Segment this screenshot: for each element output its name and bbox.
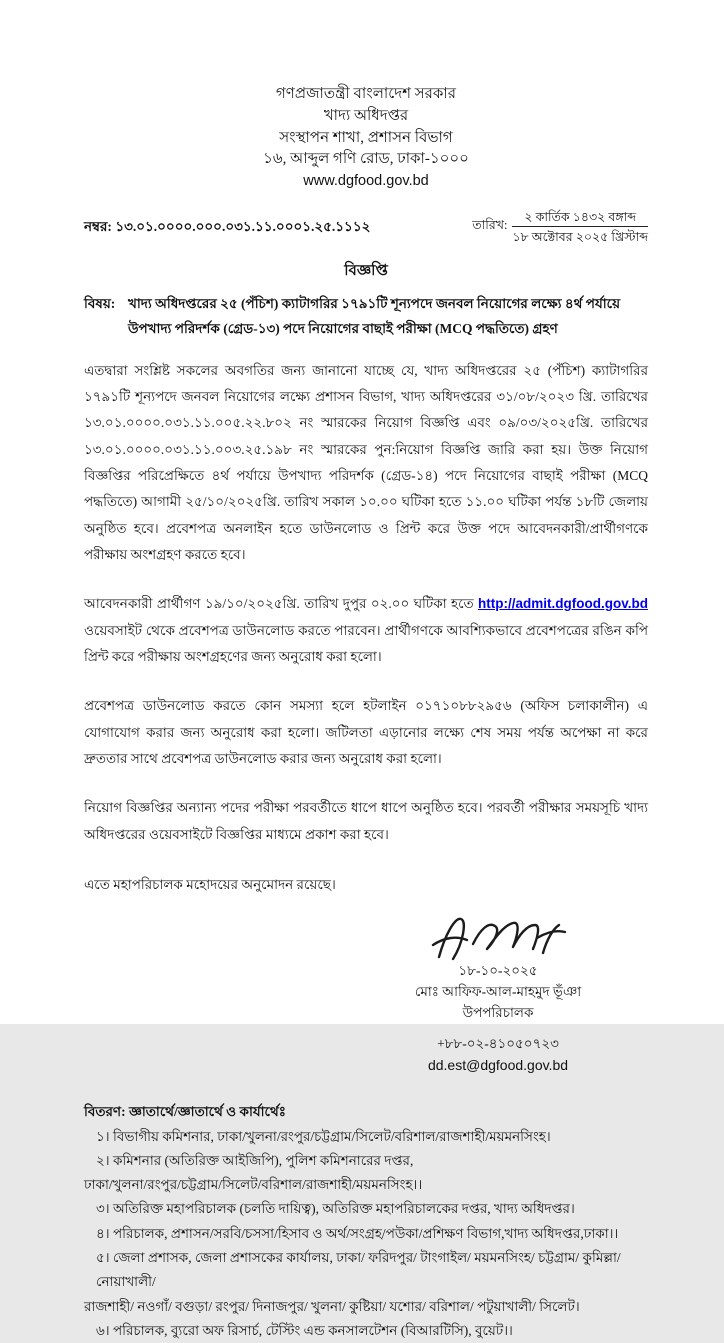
memo-number-value: ১৩.০১.০০০০.০০০.০৩১.১১.০০০১.২৫.১১১২: [115, 218, 371, 234]
paragraph-2: [84, 591, 648, 670]
paragraph-2-after: ওয়েবসাইট থেকে প্রবেশপত্র ডাউনলোড করতে পারবেন। প্রার্থীগণকে আবশ্যিকভাবে প্রবেশপত্রের রঙিন কপি প্রিন্ট করে পরীক্ষায় অংশগ্রহণের জন্য অনুরোধ করা হলো।: [84, 622, 648, 664]
date-block: [472, 208, 648, 246]
website-text: www.dgfood.gov.bd: [303, 173, 429, 189]
distribution-item-5: ৫। জেলা প্রশাসক, জেলা প্রশাসকের কার্যালয়, ঢাকা/ ফরিদপুর/ টাংগাইল/ ময়মনসিংহ/ চট্টগ্রাম/ কুমিল্লা/ নোয়াখালী/: [96, 1250, 621, 1290]
distribution-item-3: ৩। অতিরিক্ত মহাপরিচালক (চলতি দায়িত্ব), অতিরিক্ত মহাপরিচালকের দপ্তর, খাদ্য অধিদপ্তর।: [96, 1201, 575, 1217]
distribution-item-4: ৪। পরিচালক, প্রশাসন/সরবি/চসসা/হিসাব ও অর্থ/সংগ্রহ/পউকা/প্রশিক্ষণ বিভাগ,খাদ্য অধিদপ্তর,ঢাকা।।: [96, 1225, 619, 1241]
distribution-item-1: ১। বিভাগীয় কমিশনার, ঢাকা/খুলনা/রংপুর/চট্টগ্রাম/সিলেট/বরিশাল/রাজশাহী/ময়মনসিংহ।: [96, 1128, 551, 1144]
subject-text: খাদ্য অধিদপ্তরের ২৫ (পঁচিশ) ক্যাটাগরির ১৭৯১টি শূন্যপদে জনবল নিয়োগের লক্ষ্যে ৪র্থ পর্যায়ে উপখাদ্য পরিদর্শক (গ্রেড-১৩) পদে নিয়োগের বাছাই পরীক্ষা (MCQ পদ্ধতিতে) গ্রহণ: [128, 296, 621, 336]
memo-number-label: নম্বর:: [84, 218, 112, 234]
section-name: সংস্থাপন শাখা, প্রশাসন বিভাগ: [279, 129, 453, 146]
signatory-email: dd.est@dgfood.gov.bd: [427, 1056, 569, 1073]
distribution-item-2-continued: ঢাকা/খুলনা/রংপুর/চট্টগ্রাম/সিলেট/বরিশাল/রাজশাহী/ময়মনসিংহ।।: [84, 1177, 423, 1193]
signatory-name: মোঃ আফিফ-আল-মাহমুদ ভূঁঞা: [414, 983, 582, 999]
directorate-name: খাদ্য অধিদপ্তর: [323, 107, 409, 124]
signature-image: [348, 911, 648, 961]
distribution-item-5-continued: রাজশাহী/ নওগাঁ/ বগুড়া/ রংপুর/ দিনাজপুর/ খুলনা/ কুষ্টিয়া/ যশোর/ বরিশাল/ পটুয়াখালী/ সিলেট।: [84, 1298, 580, 1314]
subject-label: বিষয়:: [84, 296, 116, 312]
government-name: গণপ্রজাতন্ত্রী বাংলাদেশ সরকার: [275, 86, 457, 102]
memo-number: [84, 216, 370, 239]
notice-title: বিজ্ঞপ্তি: [344, 263, 388, 280]
paragraph-4: নিয়োগ বিজ্ঞপ্তির অন্যান্য পদের পরীক্ষা পরবর্তীতে ধাপে ধাপে অনুষ্ঠিত হবে। পরবর্তী পরীক্ষার সময়সূচি খাদ্য অধিদপ্তরের ওয়েবসাইটে বিজ্ঞপ্তির মাধ্যমে প্রকাশ করা হবে।: [84, 800, 648, 842]
signature-block: [348, 911, 648, 1076]
approval-line: এতে মহাপরিচালক মহোদয়ের অনুমোদন রয়েছে।: [84, 876, 336, 892]
paragraph-3: প্রবেশপত্র ডাউনলোড করতে কোন সমস্যা হলে হটলাইন ০১৭১০৮৮২৯৫৬ (অফিস চলাকালীন) এ যোগাযোগ করার জন্য অনুরোধ করা হলো। জটিলতা এড়ানোর লক্ষ্যে শেষ সময় পর্যন্ত অপেক্ষা না করে দ্রুততার সাথে প্রবেশপত্র ডাউনলোড করার জন্য অনুরোধ করা হলো।: [84, 698, 648, 766]
date-stack: [512, 208, 648, 246]
paragraph-2-before: আবেদনকারী প্রার্থীগণ ১৯/১০/২০২৫খ্রি. তারিখ দুপুর ০২.০০ ঘটিকা হতে: [84, 596, 479, 612]
signatory-designation: উপপরিচালক: [462, 1004, 534, 1020]
distribution-item-2: ২। কমিশনার (অতিরিক্ত আইজিপি), পুলিশ কমিশনারের দপ্তর,: [96, 1152, 414, 1168]
admit-card-link[interactable]: http://admit.dgfood.gov.bd: [478, 596, 648, 612]
distribution-heading: বিতরণ: জ্ঞাতার্থে/জ্ঞাতার্থে ও কার্যার্থেঃ: [84, 1104, 286, 1120]
signature-date: ১৮-১০-২০২৫: [458, 962, 538, 978]
subject-line: [84, 292, 648, 341]
date-label: তারিখ:: [472, 218, 508, 233]
distribution-item-6: ৬। পরিচালক, ব্যুরো অফ রিসার্চ, টেস্টিং এন্ড কনসালটেশন (বিআরটিসি), বুয়েট।।: [96, 1322, 513, 1338]
distribution-list: [84, 1100, 648, 1343]
letterhead: [84, 84, 648, 192]
paragraph-1: এতদ্বারা সংশ্লিষ্ট সকলের অবগতির জন্য জানানো যাচ্ছে যে, খাদ্য অধিদপ্তরের ২৫ (পঁচিশ) ক্যাটাগরির ১৭৯১টি শূন্যপদে জনবল নিয়োগের লক্ষ্যে প্রশাসন বিভাগ, খাদ্য অধিদপ্তরের ৩১/০৮/২০২৩ খ্রি. তারিখের ১৩.০১.০০০০.০৩১.১১.০০৫.২২.৮০২ নং স্মারকের নিয়োগ বিজ্ঞপ্তি এবং ০৯/০৩/২০২৫খ্রি. তারিখের ১৩.০১.০০০০.০৩১.১১.০০৩.২৫.১৯৮ নং স্মারকের পুন:নিয়োগ বিজ্ঞপ্তি জারি করা হয়। উক্ত নিয়োগ বিজ্ঞপ্তির পরিপ্রেক্ষিতে ৪র্থ পর্যায়ে উপখাদ্য পরিদর্শক (গ্রেড-১৪) পদে নিয়োগের বাছাই পরীক্ষা (MCQ পদ্ধতিতে) আগামী ২৫/১০/২০২৫খ্রি. তারিখ সকাল ১০.০০ ঘটিকা হতে ১১.০০ ঘটিকা পর্যন্ত ১৮টি জেলায় অনুষ্ঠিত হবে। প্রবেশপত্র অনলাইন হতে ডাউনলোড ও প্রিন্ট করে উক্ত পদে আবেদনকারী/প্রার্থীগণকে পরীক্ষায় অংশগ্রহণ করতে হবে।: [84, 362, 648, 563]
date-bangla: ২ কার্তিক ১৪৩২ বঙ্গাব্দ: [512, 208, 648, 227]
address-line: ১৬, আব্দুল গণি রোড, ঢাকা-১০০০: [263, 151, 469, 168]
memo-row: [84, 208, 648, 246]
signatory-phone: +৮৮-০২-৪১০৫০৭২৩: [437, 1035, 559, 1051]
date-gregorian: ১৮ অক্টোবর ২০২৫ খ্রিস্টাব্দ: [512, 230, 648, 245]
